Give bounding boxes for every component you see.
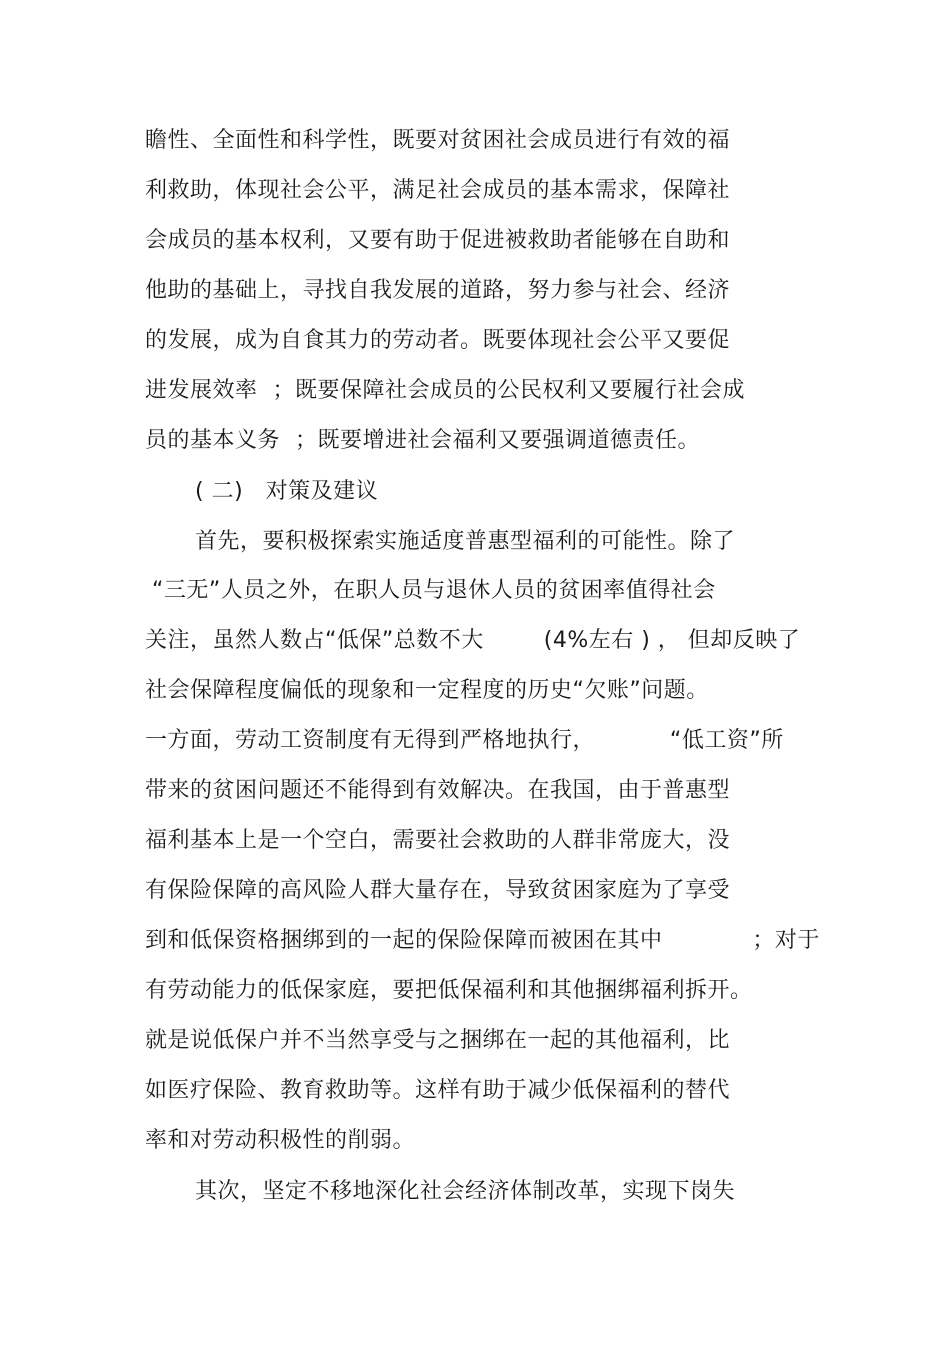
section-heading: ( 二) 对策及建议 xyxy=(195,479,379,504)
text-line-18: 有劳动能力的低保家庭，要把低保福利和其他捆绑福利拆开。 xyxy=(145,978,753,1003)
paragraph-first-line: 首先，要积极探索实施适度普惠型福利的可能性。除了 xyxy=(195,529,736,554)
text-line-14: 带来的贫困问题还不能得到有效解决。在我国，由于普惠型 xyxy=(145,778,731,803)
text-line-6: 进发展效率 ；既要保障社会成员的公民权利又要履行社会成 xyxy=(145,378,745,403)
text-line-19: 就是说低保户并不当然享受与之捆绑在一起的其他福利，比 xyxy=(145,1028,731,1053)
text-line-13: 一方面，劳动工资制度有无得到严格地执行， “低工资”所 xyxy=(145,728,784,753)
text-line-3: 会成员的基本权利，又要有助于促进被救助者能够在自助和 xyxy=(145,228,731,253)
text-line-2: 利救助，体现社会公平，满足社会成员的基本需求，保障社 xyxy=(145,178,731,203)
text-line-4: 他助的基础上，寻找自我发展的道路，努力参与社会、经济 xyxy=(145,278,731,303)
text-line-16: 有保险保障的高风险人群大量存在，导致贫困家庭为了享受 xyxy=(145,878,731,903)
text-line-17: 到和低保资格捆绑到的一起的保险保障而被困在其中 ；对于 xyxy=(145,928,820,953)
text-line-1: 瞻性、全面性和科学性，既要对贫困社会成员进行有效的福 xyxy=(145,128,731,153)
paragraph-second-line: 其次，坚定不移地深化社会经济体制改革，实现下岗失 xyxy=(195,1179,736,1204)
text-line-5: 的发展，成为自食其力的劳动者。既要体现社会公平又要促 xyxy=(145,328,731,353)
text-line-11: 关注，虽然人数占“低保”总数不大 (4%左右 ) ， 但却反映了 xyxy=(145,628,801,653)
text-line-21: 率和对劳动积极性的削弱。 xyxy=(145,1128,416,1153)
text-line-10: “三无”人员之外，在职人员与退休人员的贫困率值得社会 xyxy=(152,578,716,603)
text-line-20: 如医疗保险、教育救助等。这样有助于减少低保福利的替代 xyxy=(145,1078,731,1103)
text-line-7: 员的基本义务 ；既要增进社会福利又要强调道德责任。 xyxy=(145,428,700,453)
text-line-12: 社会保障程度偏低的现象和一定程度的历史“欠账”问题。 xyxy=(145,678,709,703)
text-line-15: 福利基本上是一个空白，需要社会救助的人群非常庞大，没 xyxy=(145,828,731,853)
